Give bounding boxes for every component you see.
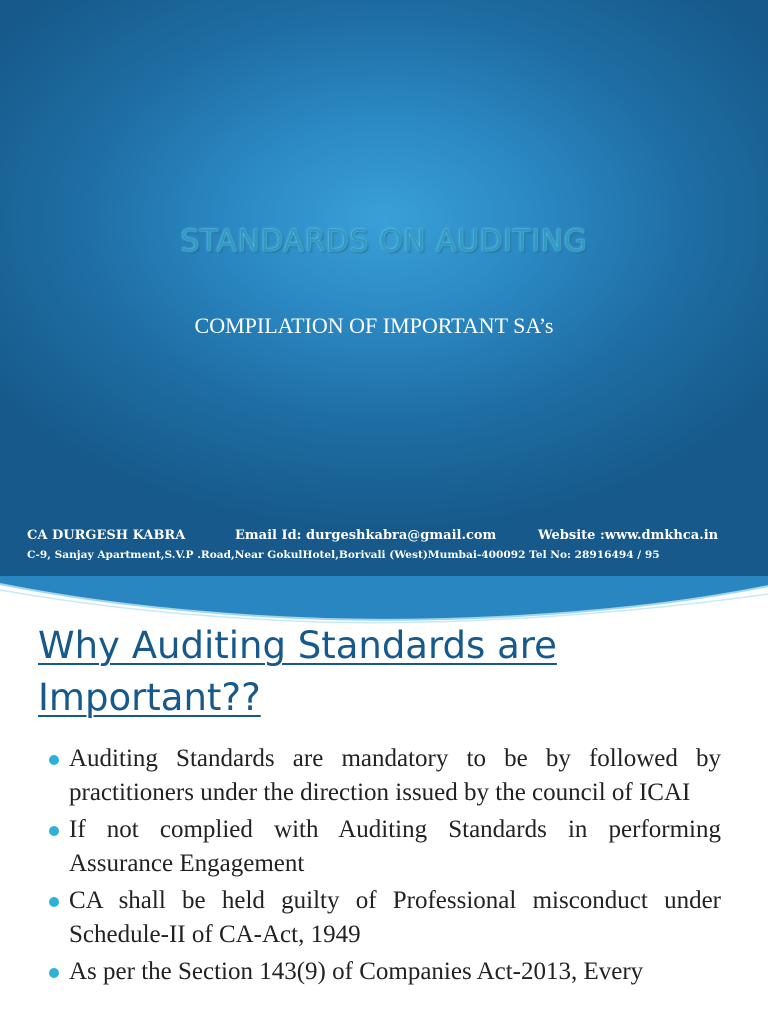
author-contact-line: [27, 528, 767, 543]
header-wave-decoration: [0, 576, 768, 624]
content-slide-title-line-2: Important??: [38, 676, 261, 719]
slide-title: STANDARDS ON AUDITING: [180, 224, 588, 259]
bullet-item: [0, 742, 768, 810]
bullet-list: [0, 742, 768, 992]
bullet-text: Auditing Standards are mandatory to be by followed by practitioners under the direction issued by the council of ICAI: [69, 745, 721, 806]
bullet-text: As per the Section 143(9) of Companies Act-2013, Every: [69, 958, 644, 985]
author-address: C-9, Sanjay Apartment,S.V.P .Road,Near GokulHotel,Borivali (West)Mumbai-400092 Tel No: 28916494 / 95: [27, 549, 660, 561]
bullet-item: [0, 884, 768, 952]
bullet-text: If not complied with Auditing Standards in performing Assurance Engagement: [69, 816, 721, 877]
author-name: CA DURGESH KABRA: [27, 528, 186, 543]
bullet-dot-icon: [49, 897, 59, 907]
content-slide-title: [38, 620, 738, 724]
slide-subtitle: COMPILATION OF IMPORTANT SA’s: [194, 313, 554, 338]
bullet-dot-icon: [49, 826, 59, 836]
author-email: Email Id: durgeshkabra@gmail.com: [235, 528, 497, 543]
bullet-text: CA shall be held guilty of Professional misconduct under Schedule-II of CA-Act, 1949: [69, 887, 721, 948]
author-website: Website :www.dmkhca.in: [538, 528, 719, 543]
bullet-item: [0, 813, 768, 881]
bullet-dot-icon: [49, 968, 59, 978]
content-slide-title-line-1: Why Auditing Standards are: [38, 624, 557, 667]
bullet-dot-icon: [49, 755, 59, 765]
bullet-item: [0, 955, 768, 989]
content-slide: [0, 576, 768, 1024]
